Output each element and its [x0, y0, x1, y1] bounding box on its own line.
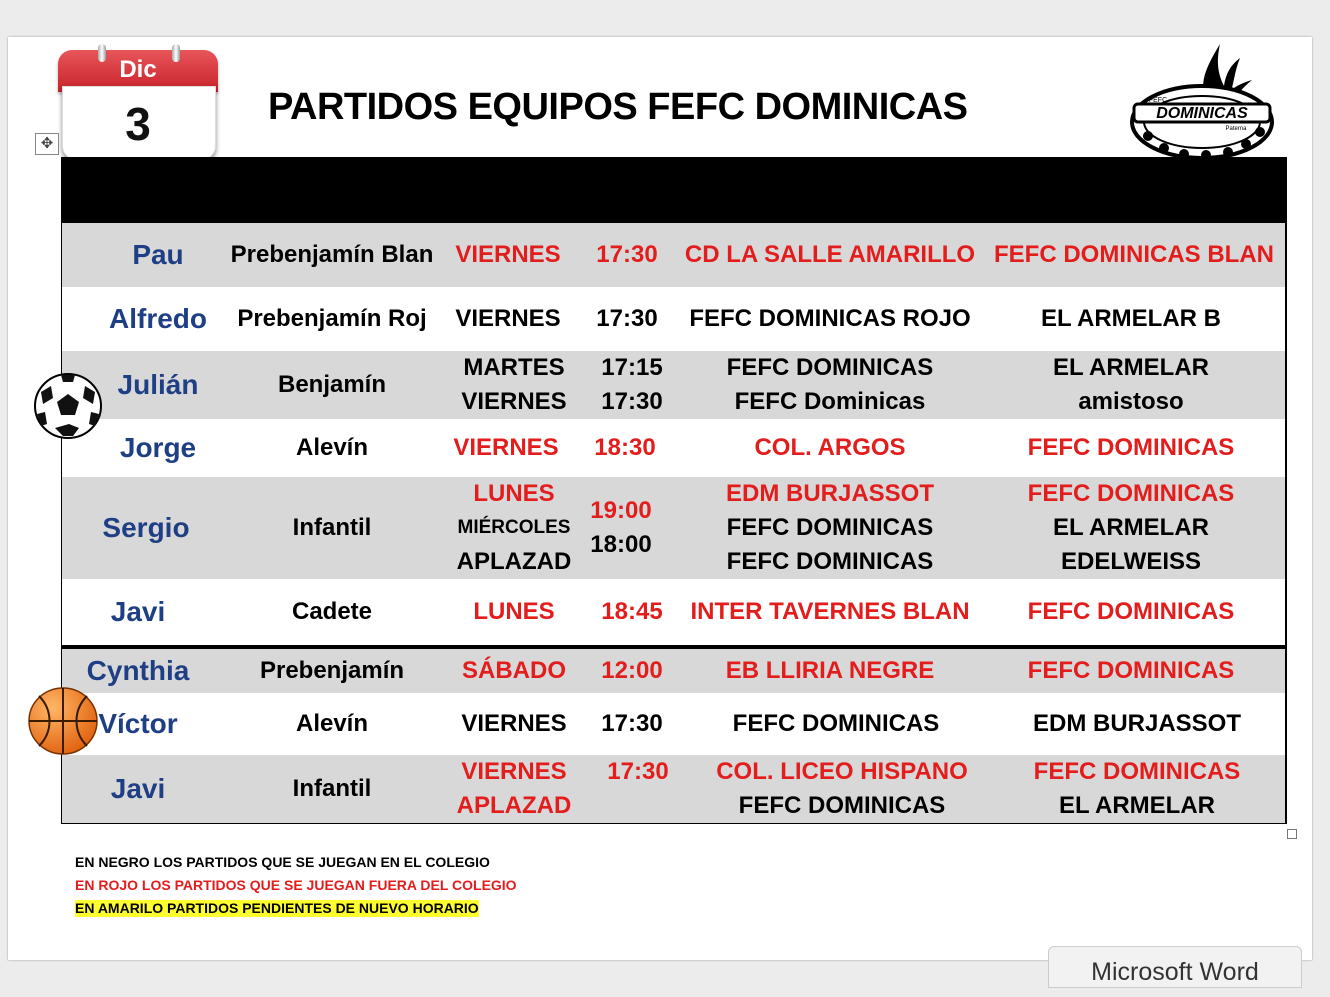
time-line: 17:30: [601, 388, 663, 415]
day-cell: SÁBADO: [461, 657, 566, 684]
home-line: FEFC DOMINICAS: [726, 514, 934, 541]
calendar-icon: [58, 50, 218, 162]
day-line: VIERNES: [461, 388, 567, 415]
away-cell: [978, 351, 1284, 419]
coach-cell: Sergio: [102, 512, 190, 543]
day-cell: VIERNES: [455, 305, 561, 332]
table-row: [62, 419, 1286, 477]
legend-black: EN NEGRO LOS PARTIDOS QUE SE JUEGAN EN EL COLEGIO: [75, 854, 490, 870]
day-line: APLAZAD: [456, 548, 572, 575]
away-line: FEFC DOMINICAS: [1027, 480, 1235, 507]
away-cell: FEFC DOMINICAS BLAN: [994, 241, 1274, 268]
header-home: Local: [797, 176, 863, 204]
coach-cell: Víctor: [98, 708, 178, 739]
day-line: MARTES: [463, 354, 565, 381]
table-row: [62, 223, 1286, 287]
coach-cell: Pau: [132, 239, 184, 270]
logo-name: DOMINICAS: [1156, 105, 1248, 122]
day-line: LUNES: [473, 480, 555, 507]
day-cell: [448, 351, 580, 419]
home-cell: FEFC DOMINICAS: [732, 710, 940, 737]
team-cell: Alevín: [295, 710, 369, 737]
matches-table: [61, 157, 1287, 824]
time-cell: 18:45: [601, 598, 663, 625]
legend-yellow: EN AMARILO PARTIDOS PENDIENTES DE NUEVO HORARIO: [75, 900, 479, 916]
header-team: Equipo: [287, 176, 373, 204]
home-line: FEFC DOMINICAS: [738, 792, 946, 819]
home-cell: EB LLIRIA NEGRE: [725, 657, 935, 684]
app-badge: Microsoft Word: [1048, 946, 1302, 988]
coach-cell: Julián: [117, 369, 199, 400]
logo-top-text: FEFC: [1148, 97, 1168, 104]
table-row: [62, 351, 1286, 419]
home-cell: [682, 351, 978, 419]
home-line: FEFC DOMINICAS: [726, 548, 934, 575]
table-row: [62, 477, 1286, 579]
table-row: [62, 287, 1286, 351]
calendar-day: 3: [125, 98, 151, 150]
team-cell: Benjamín: [277, 371, 387, 398]
table-header: [62, 157, 1286, 223]
time-line: 17:15: [601, 354, 663, 381]
day-line: VIERNES: [461, 758, 567, 785]
calendar-month: Dic: [119, 56, 157, 83]
team-cell: Alevín: [295, 434, 369, 461]
team-cell: Infantil: [292, 775, 372, 802]
move-handle-icon[interactable]: ✥: [35, 133, 59, 155]
away-cell: FEFC DOMINICAS: [1027, 434, 1235, 461]
club-logo: [1128, 42, 1276, 162]
coach-cell: Javi: [110, 596, 166, 627]
team-cell: Cadete: [291, 598, 373, 625]
time-cell: 17:30: [596, 241, 658, 268]
header-away: Visitante: [1079, 176, 1183, 204]
home-cell: [694, 755, 990, 823]
table-row: [62, 755, 1286, 823]
coach-cell: Javi: [110, 773, 166, 804]
soccer-ball-icon: [33, 372, 103, 440]
header-time: Hora: [603, 176, 661, 204]
table-row: [62, 579, 1286, 645]
away-line: amistoso: [1078, 388, 1184, 415]
day-cell: [448, 477, 580, 579]
team-cell: Prebenjamín Roj: [237, 305, 427, 332]
page-title: PARTIDOS EQUIPOS FEFC DOMINICAS: [268, 86, 968, 128]
table-row: [62, 649, 1286, 693]
home-line: FEFC DOMINICAS: [726, 354, 934, 381]
home-cell: FEFC DOMINICAS ROJO: [689, 305, 971, 332]
away-line: EL ARMELAR: [1053, 354, 1209, 381]
time-line: 18:00: [590, 531, 652, 558]
home-cell: CD LA SALLE AMARILLO: [684, 241, 976, 268]
team-cell: Prebenjamín: [259, 657, 405, 684]
home-line: EDM BURJASSOT: [725, 480, 935, 507]
team-cell: Infantil: [292, 514, 372, 541]
legend-red: EN ROJO LOS PARTIDOS QUE SE JUEGAN FUERA DEL COLEGIO: [75, 877, 517, 893]
away-cell: FEFC DOMINICAS: [1027, 598, 1235, 625]
day-cell: VIERNES: [453, 434, 559, 461]
time-cell: 17:30: [596, 305, 658, 332]
away-line: EL ARMELAR: [1059, 792, 1215, 819]
home-line: COL. LICEO HISPANO: [716, 758, 968, 785]
home-cell: [682, 477, 978, 579]
home-line: FEFC Dominicas: [734, 388, 926, 415]
basketball-icon: [27, 686, 99, 756]
day-cell: VIERNES: [461, 710, 567, 737]
legend: [75, 851, 517, 920]
day-line: APLAZAD: [456, 792, 572, 819]
coach-cell: Alfredo: [109, 303, 207, 334]
time-cell: [586, 351, 678, 419]
logo-sub-text: Paterna: [1225, 126, 1247, 132]
team-cell: Prebenjamín Blan: [230, 241, 434, 268]
away-cell: [978, 477, 1284, 579]
away-cell: [984, 755, 1290, 823]
coach-cell: Jorge: [119, 432, 197, 463]
time-cell: 18:30: [594, 434, 656, 461]
home-cell: COL. ARGOS: [754, 434, 906, 461]
time-cell: 17:30: [601, 710, 663, 737]
away-cell: EL ARMELAR B: [1041, 305, 1221, 332]
day-cell: LUNES: [473, 598, 555, 625]
resize-handle[interactable]: [1287, 829, 1297, 839]
time-line: 19:00: [590, 497, 652, 524]
home-cell: INTER TAVERNES BLAN: [690, 598, 970, 625]
away-cell: EDM BURJASSOT: [1032, 710, 1242, 737]
header-coach: Entrenador: [92, 180, 189, 200]
away-line: EL ARMELAR: [1053, 514, 1209, 541]
away-line: EDELWEISS: [1060, 548, 1202, 575]
header-day: Día: [492, 176, 532, 204]
day-line: MIÉRCOLES: [457, 517, 571, 538]
table-row: [62, 693, 1286, 755]
time-cell: 17:30: [607, 758, 669, 785]
away-cell: FEFC DOMINICAS: [1027, 657, 1235, 684]
day-cell: VIERNES: [455, 241, 561, 268]
time-cell: [576, 477, 666, 579]
away-line: FEFC DOMINICAS: [1033, 758, 1241, 785]
day-cell: [448, 755, 580, 823]
time-cell: 12:00: [601, 657, 663, 684]
coach-cell: Cynthia: [86, 655, 190, 686]
